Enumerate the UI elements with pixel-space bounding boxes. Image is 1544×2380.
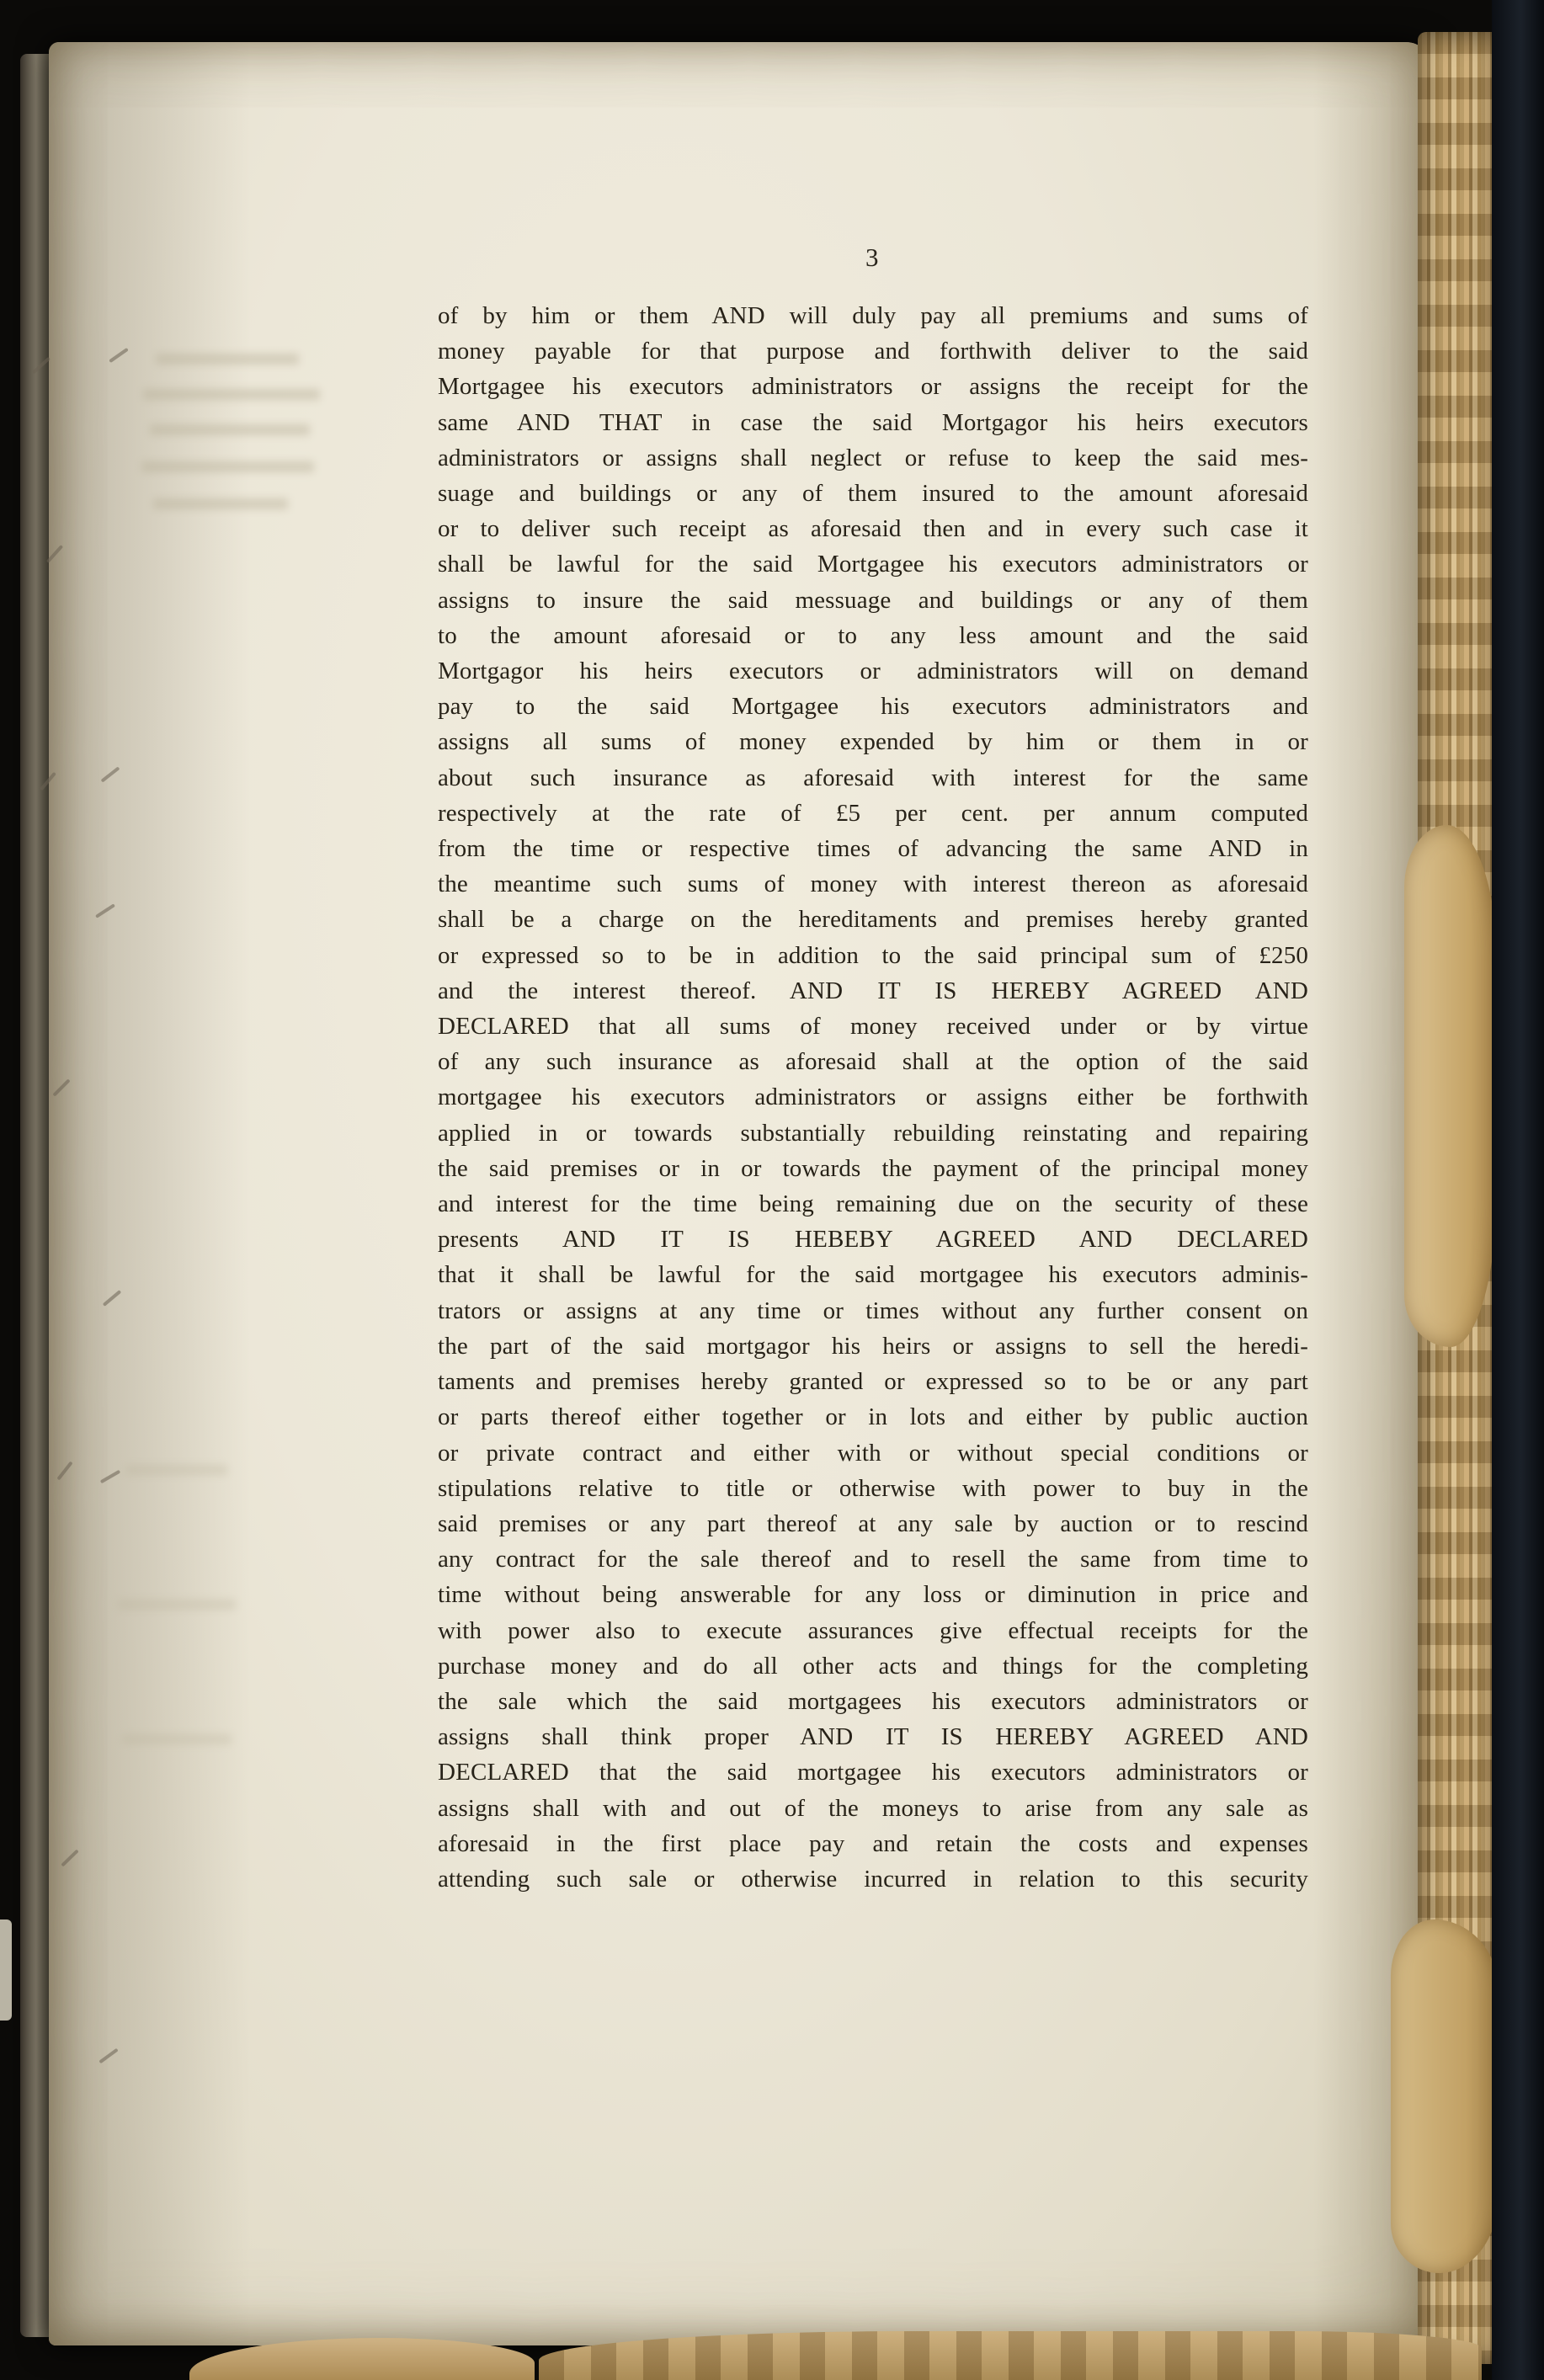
text-line: taments and premises hereby granted or expressed so to be or any part: [438, 1368, 1308, 1396]
document-text: [438, 298, 1308, 1897]
text-line: or parts thereof either together or in lots and either by public auction: [438, 1403, 1308, 1431]
text-line: assigns shall think proper AND IT IS HEREBY AGREED AND: [438, 1723, 1308, 1751]
text-line: to the amount aforesaid or to any less amount and the said: [438, 621, 1308, 649]
book-cover-edge: [1492, 0, 1544, 2380]
text-line: same AND THAT in case the said Mortgagor his heirs executors: [438, 408, 1308, 436]
text-line: the sale which the said mortgagees his executors administrators or: [438, 1687, 1308, 1715]
text-line: aforesaid in the first place pay and retain the costs and expenses: [438, 1829, 1308, 1857]
text-line: Mortgagee his executors administrators or assigns the receipt for the: [438, 373, 1308, 401]
text-line: about such insurance as aforesaid with interest for the same: [438, 764, 1308, 791]
text-line: and the interest thereof. AND IT IS HEREBY AGREED AND: [438, 977, 1308, 1004]
text-line: assigns to insure the said messuage and buildings or any of them: [438, 586, 1308, 614]
text-line: shall be lawful for the said Mortgagee his executors administrators or: [438, 551, 1308, 578]
torn-page-edge-lower: [1391, 1919, 1499, 2273]
text-line: pay to the said Mortgagee his executors administrators and: [438, 693, 1308, 721]
text-line: assigns shall with and out of the moneys to arise from any sale as: [438, 1794, 1308, 1822]
bottom-page-edges: [539, 2331, 1482, 2380]
text-line: that it shall be lawful for the said mortgagee his executors adminis-: [438, 1261, 1308, 1289]
text-line: with power also to execute assurances give effectual receipts for the: [438, 1616, 1308, 1644]
text-line: the said premises or in or towards the payment of the principal money: [438, 1154, 1308, 1182]
text-line: of any such insurance as aforesaid shall at the option of the said: [438, 1048, 1308, 1076]
text-line: DECLARED that all sums of money received under or by virtue: [438, 1013, 1308, 1041]
text-line: money payable for that purpose and forthwith deliver to the said: [438, 338, 1308, 365]
page-number: 3: [865, 242, 879, 272]
text-line: applied in or towards substantially rebuilding reinstating and repairing: [438, 1119, 1308, 1147]
text-line: or expressed so to be in addition to the said principal sum of £250: [438, 941, 1308, 969]
text-line: suage and buildings or any of them insured to the amount aforesaid: [438, 480, 1308, 508]
text-line: of by him or them AND will duly pay all premiums and sums of: [438, 302, 1308, 329]
text-line: administrators or assigns shall neglect or refuse to keep the said mes-: [438, 444, 1308, 471]
text-line: and interest for the time being remaining due on the security of these: [438, 1190, 1308, 1218]
text-line: or to deliver such receipt as aforesaid then and in every such case it: [438, 515, 1308, 543]
text-line: trators or assigns at any time or times without any further consent on: [438, 1296, 1308, 1324]
text-line: the meantime such sums of money with interest thereon as aforesaid: [438, 871, 1308, 898]
text-line: time without being answerable for any loss or diminution in price and: [438, 1581, 1308, 1609]
text-line: presents AND IT IS HEBEBY AGREED AND DECLARED: [438, 1226, 1308, 1254]
text-line: assigns all sums of money expended by him or them in or: [438, 728, 1308, 756]
torn-page-edge-upper: [1404, 825, 1497, 1347]
text-line: attending such sale or otherwise incurred in relation to this security: [438, 1865, 1308, 1893]
text-line: any contract for the sale thereof and to resell the same from time to: [438, 1546, 1308, 1573]
text-line: from the time or respective times of advancing the same AND in: [438, 835, 1308, 863]
text-line: purchase money and do all other acts and things for the completing: [438, 1652, 1308, 1680]
text-line: the part of the said mortgagor his heirs or assigns to sell the heredi-: [438, 1332, 1308, 1360]
text-line: said premises or any part thereof at any sale by auction or to rescind: [438, 1509, 1308, 1537]
underlying-page-sliver: [0, 1919, 12, 2021]
text-line: mortgagee his executors administrators or assigns either be forthwith: [438, 1084, 1308, 1111]
text-line: Mortgagor his heirs executors or administrators will on demand: [438, 658, 1308, 685]
text-line: shall be a charge on the hereditaments and premises hereby granted: [438, 906, 1308, 934]
text-line: DECLARED that the said mortgagee his executors administrators or: [438, 1759, 1308, 1786]
text-line: or private contract and either with or without special conditions or: [438, 1439, 1308, 1467]
text-line: respectively at the rate of £5 per cent. per annum computed: [438, 799, 1308, 827]
text-line: stipulations relative to title or otherwise with power to buy in the: [438, 1474, 1308, 1502]
